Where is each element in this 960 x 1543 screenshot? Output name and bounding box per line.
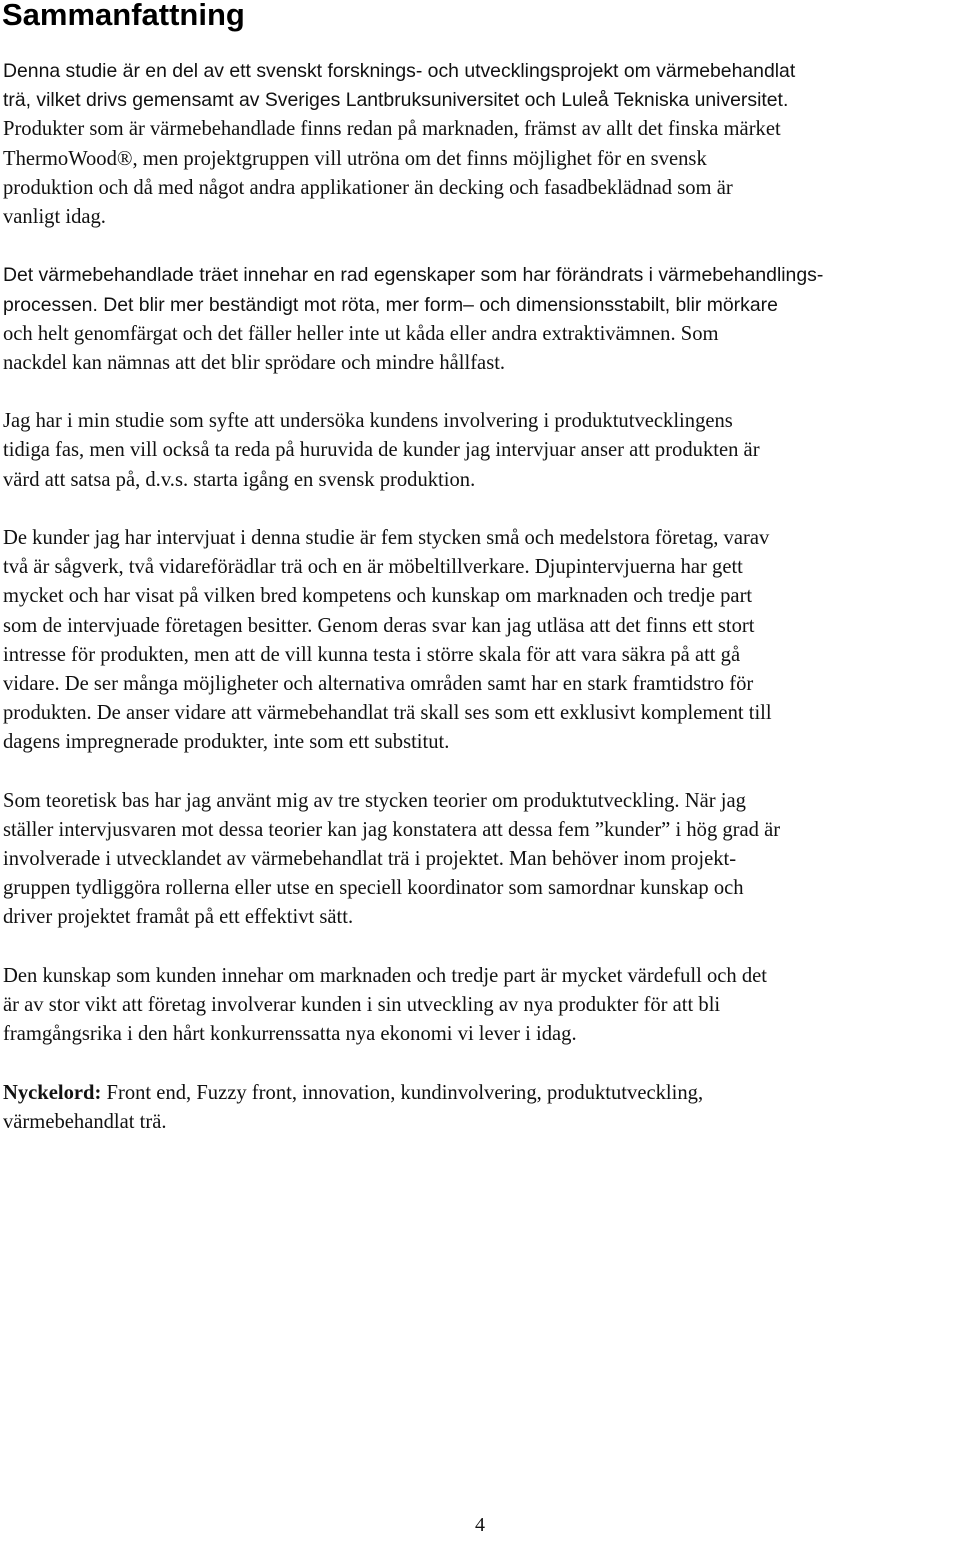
text-line: som de intervjuade företagen besitter. Genom deras svar kan jag utläsa att det finns ett stort — [3, 614, 755, 637]
keywords-line — [3, 1079, 960, 1108]
keywords-list: Front end, Fuzzy front, innovation, kundinvolvering, produktutveckling, — [101, 1081, 704, 1104]
text-line: intresse för produkten, men att de vill kunna testa i större skala för att vara säkra på att gå — [3, 643, 741, 666]
page-number: 4 — [475, 1514, 485, 1536]
text-line: gruppen tydliggöra rollerna eller utse en speciell koordinator som samordnar kunskap och — [3, 877, 744, 900]
document-body — [3, 57, 960, 1166]
text-line: De kunder jag har intervjuat i denna studie är fem stycken små och medelstora företag, varav — [3, 527, 770, 549]
text-line: produktion och då med något andra applikationer än decking och fasadbeklädnad som är — [3, 176, 733, 199]
paragraph-conclusion — [3, 962, 960, 1050]
paragraph-keywords — [3, 1079, 960, 1137]
text-line: Jag har i min studie som syfte att undersöka kundens involvering i produktutvecklingens — [3, 410, 733, 433]
text-line: värd att satsa på, d.v.s. starta igång en svensk produktion. — [3, 468, 476, 491]
text-line: vidare. De ser många möjligheter och alternativa områden samt har en stark framtidstro för — [3, 672, 754, 695]
text-line: trä, vilket drivs gemensamt av Sveriges Lantbruksuniversitet och Luleå Tekniska universitet. — [3, 89, 789, 112]
text-line: dagens impregnerade produkter, inte som ett substitut. — [3, 731, 450, 754]
paragraph-purpose — [3, 407, 960, 495]
paragraph-intro — [3, 57, 960, 232]
text-line: två är sågverk, två vidareförädlar trä och en är möbeltillverkare. Djupintervjuerna har gett — [3, 556, 743, 579]
text-line: ställer intervjusvaren mot dessa teorier kan jag konstatera att dessa fem ”kunder” i hög grad är — [3, 818, 781, 841]
paragraph-customers — [3, 524, 960, 758]
text-line: Den kunskap som kunden innehar om marknaden och tredje part är mycket värdefull och det — [3, 964, 767, 987]
text-line: ThermoWood®, men projektgruppen vill utröna om det finns möjlighet för en svensk — [3, 147, 707, 170]
text-line: framgångsrika i den hårt konkurrenssatta nya ekonomi vi lever i idag. — [3, 1023, 577, 1046]
text-line: Denna studie är en del av ett svenskt forsknings- och utvecklingsprojekt om värmebehandlat — [3, 60, 796, 82]
text-line: Produkter som är värmebehandlade finns redan på marknaden, främst av allt det finska märket — [3, 118, 781, 141]
text-line: produkten. De anser vidare att värmebehandlat trä skall ses som ett exklusivt komplement till — [3, 702, 772, 725]
page-heading: Sammanfattning — [2, 0, 245, 32]
text-line: mycket och har visat på vilken bred kompetens och kunskap om marknaden och tredje part — [3, 585, 753, 608]
text-line: processen. Det blir mer beständigt mot röta, mer form– och dimensionsstabilt, blir mörkare — [3, 293, 778, 316]
keywords-label: Nyckelord: — [3, 1081, 102, 1104]
text-line: är av stor vikt att företag involverar kunden i sin utveckling av nya produkter för att bli — [3, 994, 721, 1016]
text-line: nackdel kan nämnas att det blir sprödare och mindre hållfast. — [3, 351, 506, 374]
text-line: tidiga fas, men vill också ta reda på huruvida de kunder jag intervjuar anser att produkten är — [3, 439, 760, 462]
text-line: och helt genomfärgat och det fäller heller inte ut kåda eller andra extraktivämnen. Som — [3, 322, 719, 345]
keywords-line-continued: värmebehandlat trä. — [3, 1110, 167, 1133]
text-line: vanligt idag. — [3, 205, 106, 228]
text-line: Som teoretisk bas har jag använt mig av tre stycken teorier om produktutveckling. När jag — [3, 789, 746, 812]
text-line: involverade i utvecklandet av värmebehandlat trä i projektet. Man behöver inom projekt- — [3, 848, 737, 871]
paragraph-properties — [3, 261, 960, 378]
text-line: Det värmebehandlade träet innehar en rad egenskaper som har förändrats i värmebehandlings- — [3, 264, 824, 287]
paragraph-theory — [3, 787, 960, 933]
text-line: driver projektet framåt på ett effektivt sätt. — [3, 906, 354, 929]
